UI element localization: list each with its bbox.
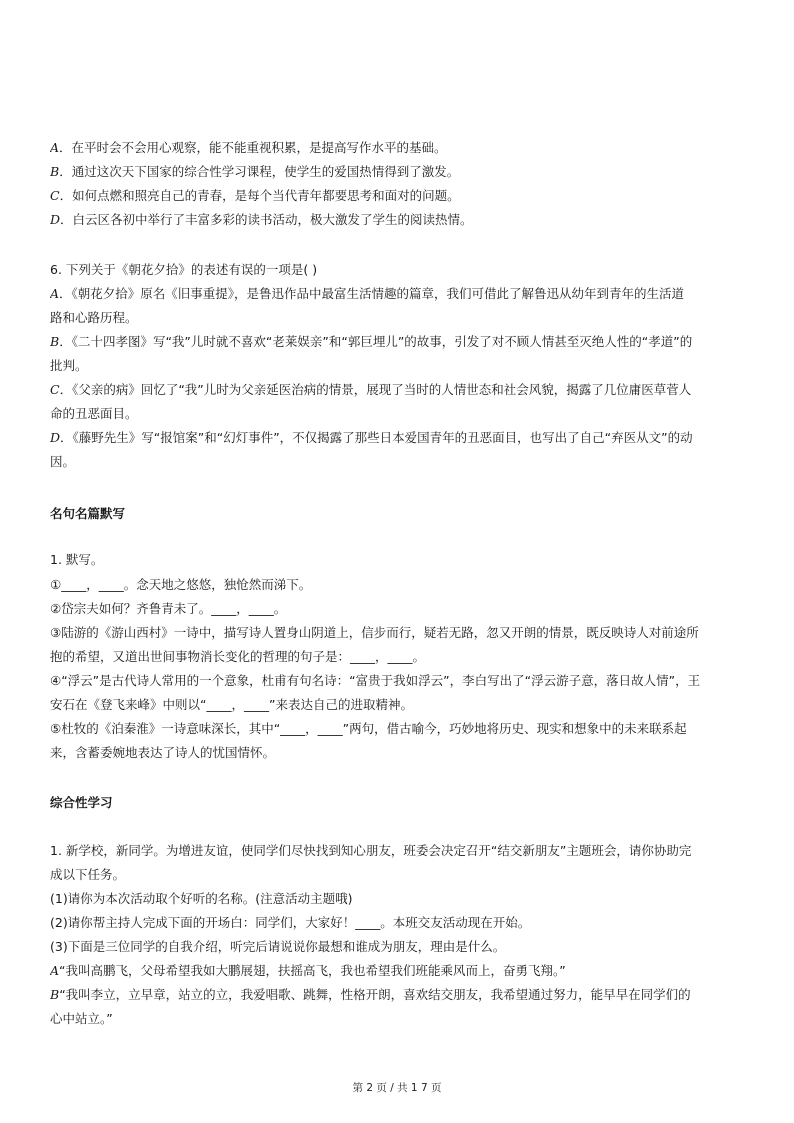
text-line xyxy=(50,891,750,907)
option-line xyxy=(50,212,750,228)
text-line xyxy=(50,843,750,859)
line-text: ．通过这次天下国家的综合性学习课程，使学生的爱国热情得到了激发。 xyxy=(59,164,460,179)
option-letter: D xyxy=(50,430,61,445)
line-text: 心中站立。” xyxy=(50,1011,113,1026)
line-text: 因。 xyxy=(50,454,76,469)
option-letter: B xyxy=(50,164,60,179)
text-line xyxy=(50,673,750,689)
text-line xyxy=(50,552,750,568)
line-text: ．《朝花夕拾》原名《旧事重提》，是鲁迅作品中最富生活情趣的篇章，我们可借此了解鲁迅从幼年到青年的生活道 xyxy=(59,286,685,301)
line-text: ．白云区各初中举行了丰富多彩的读书活动，极大激发了学生的阅读热情。 xyxy=(60,212,473,227)
line-text: 综合性学习 xyxy=(50,795,113,810)
line-text: 路和心路历程。 xyxy=(50,310,138,325)
option-letter: D xyxy=(50,212,61,227)
line-text: (2)请你帮主持人完成下面的开场白：同学们，大家好！____。本班交友活动现在开始。 xyxy=(50,915,531,930)
option-line xyxy=(50,164,750,180)
line-text: 安石在《登飞来峰》中则以“____，____”来表达自己的进取精神。 xyxy=(50,697,413,712)
option-letter: A xyxy=(50,963,60,978)
option-line xyxy=(50,334,750,350)
text-line xyxy=(50,721,750,737)
line-text: ③陆游的《游山西村》一诗中，描写诗人置身山阴道上，信步而行，疑若无路，忽又开朗的情景，既反映诗人对前途所 xyxy=(50,625,699,640)
line-text: ．《父亲的病》回忆了“我”儿时为父亲延医治病的情景，展现了当时的人情世态和社会风貌，揭露了几位庸医草菅人 xyxy=(59,382,692,397)
line-text: ⑤杜牧的《泊秦淮》一诗意味深长，其中“____，____”两句，借古喻今，巧妙地将历史、现实和想象中的未来联系起 xyxy=(50,721,687,736)
option-line xyxy=(50,286,750,302)
option-line xyxy=(50,987,750,1003)
text-line xyxy=(50,939,750,955)
text-line xyxy=(50,867,750,883)
text-line xyxy=(50,310,750,326)
line-text: ．在平时会不会用心观察，能不能重视积累，是提高写作水平的基础。 xyxy=(59,140,447,155)
section-heading xyxy=(50,506,750,522)
line-text: ．《藤野先生》写“报馆案”和“幻灯事件”，不仅揭露了那些日本爱国青年的丑恶面目，也写出了自己“弃医从文”的动 xyxy=(60,430,693,445)
text-line xyxy=(50,745,750,761)
option-letter: A xyxy=(50,286,60,301)
line-text: 1. 新学校，新同学。为增进友谊，使同学们尽快找到知心朋友，班委会决定召开“结交新朋友”主题班会，请你协助完 xyxy=(50,843,692,858)
text-line xyxy=(50,577,750,593)
text-line xyxy=(50,649,750,665)
line-text: (1)请你为本次活动取个好听的名称。(注意活动主题哦) xyxy=(50,891,353,906)
option-letter: C xyxy=(50,188,60,203)
text-line xyxy=(50,625,750,641)
option-letter: B xyxy=(50,987,60,1002)
option-line xyxy=(50,963,750,979)
text-line xyxy=(50,601,750,617)
line-text: 名句名篇默写 xyxy=(50,506,126,521)
text-line xyxy=(50,262,750,278)
line-text: 1. 默写。 xyxy=(50,552,104,567)
text-line xyxy=(50,697,750,713)
line-text: 抱的希望，又道出世间事物消长变化的哲理的句子是：____，____。 xyxy=(50,649,426,664)
line-text: 6. 下列关于《朝花夕拾》的表述有误的一项是( ) xyxy=(50,262,318,277)
line-text: 批判。 xyxy=(50,358,88,373)
option-line xyxy=(50,140,750,156)
line-text: 成以下任务。 xyxy=(50,867,126,882)
option-line xyxy=(50,430,750,446)
line-text: ①____，____。念天地之悠悠，独怆然而涕下。 xyxy=(50,577,312,592)
option-line xyxy=(50,382,750,398)
text-line xyxy=(50,1011,750,1027)
text-line xyxy=(50,406,750,422)
line-text: “我叫高鹏飞，父母希望我如大鹏展翅，扶摇高飞，我也希望我们班能乘风而上，奋勇飞翔。” xyxy=(59,963,566,978)
section-heading xyxy=(50,795,750,811)
line-text: “我叫李立，立早章，站立的立，我爱唱歌、跳舞，性格开朗，喜欢结交朋友，我希望通过努力，能早早在同学们的 xyxy=(59,987,691,1002)
line-text: 命的丑恶面目。 xyxy=(50,406,138,421)
option-line xyxy=(50,188,750,204)
line-text: (3)下面是三位同学的自我介绍，听完后请说说你最想和谁成为朋友，理由是什么。 xyxy=(50,939,506,954)
text-line xyxy=(50,358,750,374)
line-text: ．如何点燃和照亮自己的青春，是每个当代青年都要思考和面对的问题。 xyxy=(59,188,460,203)
line-text: ②岱宗夫如何？齐鲁青未了。____，____。 xyxy=(50,601,287,616)
page-footer: 第 2 页 / 共 1 7 页 xyxy=(352,1082,442,1094)
text-line xyxy=(50,915,750,931)
line-text: ．《二十四孝图》写“我”儿时就不喜欢“老莱娱亲”和“郭巨埋儿”的故事，引发了对不顾人情甚至灭绝人性的“孝道”的 xyxy=(59,334,693,349)
text-line xyxy=(50,454,750,470)
line-text: ④“浮云”是古代诗人常用的一个意象，杜甫有句名诗：“富贵于我如浮云”，李白写出了“浮云游子意，落日故人情”，王 xyxy=(50,673,701,688)
option-letter: A xyxy=(50,140,60,155)
option-letter: B xyxy=(50,334,60,349)
line-text: 来，含蓄委婉地表达了诗人的忧国情怀。 xyxy=(50,745,276,760)
option-letter: C xyxy=(50,382,60,397)
